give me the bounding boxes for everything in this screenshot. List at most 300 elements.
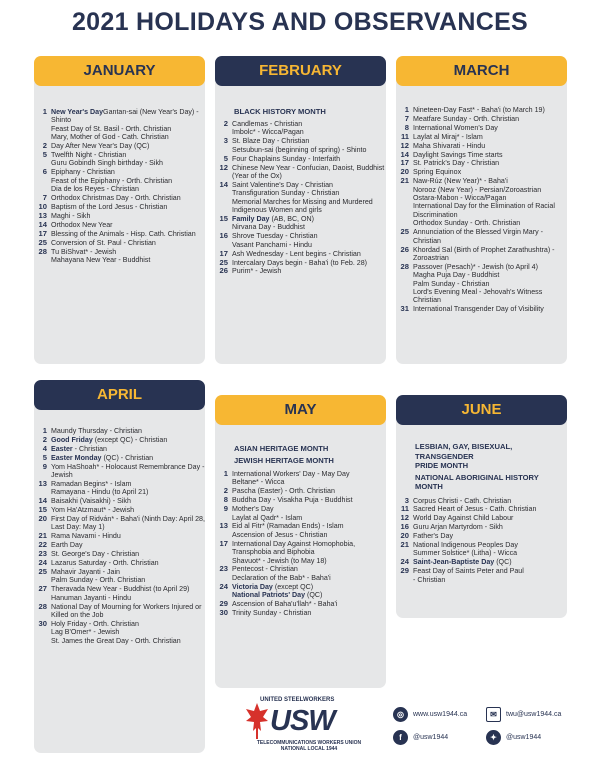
entry-day: 1 [223, 469, 228, 478]
calendar-entry [396, 532, 567, 540]
entry-text [232, 496, 386, 504]
calendar-entry [215, 565, 386, 582]
entry-text [413, 159, 567, 167]
entry-day: 14 [38, 496, 47, 506]
entry-text [51, 463, 205, 480]
entry-day: 21 [38, 531, 47, 541]
calendar-entry [396, 305, 567, 313]
calendar-entry [34, 497, 205, 505]
entry-title: Easter [51, 444, 73, 453]
entry-day: 12 [219, 162, 228, 172]
entry-text [51, 221, 205, 229]
entry-day: 5 [223, 153, 228, 163]
mail-icon: ✉ [486, 707, 501, 722]
tab-february: FEBRUARY [215, 56, 386, 86]
entry-day: 2 [223, 119, 228, 128]
calendar-entry [396, 168, 567, 176]
entry-text [413, 558, 567, 566]
entry-text [232, 137, 386, 154]
entry-text [51, 445, 205, 453]
entry-text [413, 124, 567, 132]
calendar-entry [34, 248, 205, 265]
calendar-entry [34, 427, 205, 435]
entry-day: 11 [400, 504, 409, 514]
entry-title: Saint-Jean-Baptiste Day [413, 558, 495, 567]
entry-text [51, 230, 205, 238]
calendar-entry [396, 124, 567, 132]
entry-day: 30 [38, 618, 47, 628]
entry-text [51, 168, 205, 193]
entry-title: Family Day [232, 214, 270, 223]
entry-text [232, 120, 386, 137]
entry-title: Pascha (Easter) - Orth. Christian [232, 487, 335, 496]
entry-title: International Day Against Homophobia, Transphobia and Biphobia Shavuot* - Jewish (to May 18) [232, 539, 356, 565]
entry-title: Lazarus Saturday - Orth. Christian [51, 559, 159, 568]
calendar-entry [34, 212, 205, 220]
calendar-entry [215, 164, 386, 181]
calendar-entry [396, 106, 567, 114]
entry-title: Daylight Savings Time starts [413, 150, 503, 159]
maple-leaf-icon [246, 703, 268, 739]
entry-title: Purim* - Jewish [232, 267, 282, 276]
entry-title: St. Patrick's Day - Christian [413, 159, 500, 168]
calendar-entry [215, 540, 386, 565]
entry-day: 6 [42, 167, 47, 177]
entry-title: Yom Ha'Atzmaut* - Jewish [51, 506, 135, 515]
entry-title: St. George's Day - Christian [51, 550, 140, 559]
entry-day: 28 [400, 261, 409, 271]
calendar-entry [396, 497, 567, 505]
entry-title: Twelfth Night - Christian Guru Gobindh Singh birthday - Sikh [51, 151, 163, 168]
entry-day: 15 [38, 505, 47, 515]
entry-day: 8 [223, 495, 228, 505]
entry-title: Rama Navami - Hindu [51, 532, 121, 541]
entry-text [232, 259, 386, 267]
entry-text [51, 506, 205, 514]
globe-icon: ◎ [393, 707, 408, 722]
entry-title: Easter Monday [51, 453, 102, 462]
calendar-entry [215, 155, 386, 163]
calendar-entry [396, 558, 567, 566]
entry-detail: (QC) - Christian [101, 453, 154, 462]
calendar-entry [215, 496, 386, 504]
entry-day: 21 [400, 540, 409, 550]
entry-title: International Transgender Day of Visibility [413, 305, 544, 314]
entry-title: Good Friday [51, 435, 93, 444]
entry-title: Laylat al Miraj* - Islam [413, 132, 483, 141]
calendar-entry [34, 559, 205, 567]
entry-title: First Day of Ridván* - Baha'i (Ninth Day: April 28, Last Day: May 1) [51, 515, 205, 532]
entry-day: 25 [38, 237, 47, 247]
calendar-entry [396, 523, 567, 531]
entry-title: Earth Day [51, 541, 83, 550]
entry-text [413, 106, 567, 114]
entry-day: 13 [38, 210, 47, 220]
entry-text [51, 532, 205, 540]
entry-text [232, 232, 386, 249]
entry-day: 11 [400, 131, 409, 141]
panel-april [34, 393, 205, 753]
entry-day: 14 [38, 219, 47, 229]
entry-text [51, 550, 205, 558]
twitter-icon: ✦ [486, 730, 501, 745]
entry-text [413, 567, 567, 584]
entry-text [51, 212, 205, 220]
entry-text [232, 250, 386, 258]
entry-day: 28 [38, 246, 47, 256]
entry-title: Spring Equinox [413, 168, 462, 177]
entry-day: 28 [38, 601, 47, 611]
entry-text [51, 515, 205, 532]
calendar-entry [396, 151, 567, 159]
entry-text [51, 559, 205, 567]
entry-title: Maundy Thursday - Christian [51, 427, 142, 435]
entry-title: International Workers' Day - May Day Beltane* - Wicca [232, 470, 350, 487]
entry-day: 4 [42, 443, 47, 453]
panel-may [215, 408, 386, 688]
panel-february [215, 70, 386, 364]
entry-day: 25 [400, 227, 409, 237]
entry-text [232, 215, 386, 232]
entry-detail: (AB, BC, ON) Nirvana Day - Buddhist [232, 214, 315, 232]
entry-title: Nineteen-Day Fast* - Baha'i (to March 19) [413, 106, 545, 114]
entry-text [232, 540, 386, 565]
entry-text [413, 514, 567, 522]
entry-title: Holy Friday - Orth. Christian Lag B'Omer* - Jewish St. James the Great Day - Orth. Christian [51, 619, 181, 645]
entry-day: 7 [42, 193, 47, 203]
entry-title: Naw-Rúz (New Year)* - Baha'i Norooz (New Year) - Persian/Zoroastrian Ostara-Mabon - Wicca/Pagan International Day for the Elimination of Racial Discrimination Orthodox Sunday - Orth. Christian [413, 177, 555, 228]
calendar-entry [34, 230, 205, 238]
entry-day: 17 [219, 248, 228, 258]
entry-title: Guru Arjan Martyrdom - Sikh [413, 523, 503, 532]
entry-day: 20 [400, 531, 409, 541]
entry-title: Maha Shivarati - Hindu [413, 141, 486, 150]
entry-day: 12 [400, 140, 409, 150]
entry-day: 24 [219, 581, 228, 591]
entry-extra-detail: (QC) [305, 591, 323, 600]
entry-title: Annunciation of the Blessed Virgin Mary - Christian [413, 228, 543, 245]
calendar-entry [34, 506, 205, 514]
entry-title: World Day Against Child Labour [413, 514, 514, 523]
calendar-entry [396, 177, 567, 227]
entry-text [51, 620, 205, 645]
logo-sub-text: TELECOMMUNICATIONS WORKERS UNION NATIONAL LOCAL 1944 [256, 740, 362, 752]
calendar-entry [34, 239, 205, 247]
entry-text [413, 263, 567, 305]
entry-title: Maghi - Sikh [51, 211, 91, 220]
calendar-entry [215, 583, 386, 600]
entry-text [413, 523, 567, 531]
calendar-entry [34, 603, 205, 620]
entry-text [232, 164, 386, 181]
entry-text [413, 305, 567, 313]
calendar-entry [34, 585, 205, 602]
entry-day: 1 [404, 105, 409, 114]
entry-text [51, 454, 205, 462]
entry-day: 21 [400, 176, 409, 186]
calendar-entry [396, 567, 567, 584]
calendar-entry [215, 470, 386, 487]
entry-day: 26 [400, 244, 409, 254]
entry-day: 29 [219, 599, 228, 609]
calendar-entry [396, 115, 567, 123]
month-observance-header: JEWISH HERITAGE MONTH [234, 455, 334, 465]
entry-day: 25 [38, 567, 47, 576]
calendar-entry [34, 142, 205, 150]
entry-title: Yom HaShoah* - Holocaust Remembrance Day - Jewish [51, 462, 205, 480]
calendar-entry [215, 259, 386, 267]
entry-title: Mahavir Jayanti - Jain Palm Sunday - Orth. Christian [51, 568, 146, 585]
calendar-entry [34, 221, 205, 229]
entry-title: Ramadan Begins* - Islam Ramayana - Hindu (to April 21) [51, 479, 149, 497]
entry-detail: Gantan-sai (New Year's Day) - Shinto Feast Day of St. Basil - Orth. Christian Mary, Mother of God - Cath. Christian [51, 108, 199, 142]
calendar-entry [396, 505, 567, 513]
entry-day: 25 [219, 257, 228, 267]
entry-text [232, 155, 386, 163]
calendar-entry [396, 541, 567, 558]
entry-day: 14 [219, 179, 228, 189]
calendar-entry [34, 568, 205, 585]
calendar-entry [34, 151, 205, 168]
entry-detail: (QC) [494, 558, 512, 567]
entry-text [232, 583, 386, 600]
tab-january: JANUARY [34, 56, 205, 86]
calendar-entry [215, 267, 386, 275]
calendar-entry [34, 620, 205, 645]
entry-text [232, 487, 386, 495]
entry-day: 3 [404, 495, 409, 505]
month-observance-header: BLACK HISTORY MONTH [234, 107, 326, 116]
entry-text [51, 480, 205, 497]
entry-text [51, 239, 205, 247]
entry-title: National Indigenous Peoples Day Summer Solstice* (Litha) - Wicca [413, 541, 518, 558]
calendar-entry [34, 541, 205, 549]
entry-day: 5 [42, 150, 47, 160]
calendar-entry [34, 454, 205, 462]
entry-text [413, 505, 567, 513]
entry-day: 2 [223, 486, 228, 496]
entry-title: Tu BiShvat* - Jewish Mahayana New Year - Buddhist [51, 247, 151, 264]
calendar-entry [396, 263, 567, 305]
entry-text [232, 470, 386, 487]
entry-text [413, 246, 567, 263]
entry-text [232, 267, 386, 275]
entry-title: Ascension of Baha'u'llah* - Baha'i [232, 600, 338, 609]
entry-day: 8 [404, 122, 409, 132]
entry-title: Conversion of St. Paul - Christian [51, 238, 156, 247]
facebook-icon: f [393, 730, 408, 745]
entry-text [51, 142, 205, 150]
entry-day: 9 [223, 504, 228, 514]
calendar-entry [215, 609, 386, 617]
entry-day: 31 [400, 304, 409, 314]
entry-title: Theravada New Year - Buddhist (to April 29) Hanuman Jayanti - Hindu [51, 585, 190, 602]
entry-day: 24 [38, 558, 47, 568]
calendar-entry [215, 522, 386, 539]
entry-day: 12 [400, 513, 409, 523]
entry-title: Corpus Christi - Cath. Christian [413, 496, 512, 505]
entry-day: 22 [38, 540, 47, 550]
entry-text [232, 565, 386, 582]
entry-text [232, 181, 386, 215]
entry-text [232, 609, 386, 617]
entry-title: Baptism of the Lord Jesus - Christian [51, 202, 168, 211]
twitter-link[interactable]: ✦ @usw1944 [486, 730, 541, 745]
entry-title: Saint Valentine's Day - Christian Transfiguration Sunday - Christian Memorial Marches for Missing and Murdered Indigenous Women and girls [232, 180, 373, 215]
entry-text [413, 133, 567, 141]
entry-text [51, 427, 205, 435]
entry-title: Father's Day [413, 532, 453, 541]
entry-day: 23 [38, 549, 47, 559]
entry-title: Meatfare Sunday - Orth. Christian [413, 114, 520, 123]
calendar-entry [215, 120, 386, 137]
entry-title: Orthodox Christmas Day - Orth. Christian [51, 194, 181, 203]
entry-day: 5 [42, 452, 47, 462]
calendar-entry [215, 600, 386, 608]
usw-logo [246, 697, 364, 759]
calendar-entry [396, 246, 567, 263]
entry-title: Orthodox New Year [51, 220, 113, 229]
calendar-entry [215, 215, 386, 232]
calendar-entry [215, 137, 386, 154]
entry-day: 14 [400, 149, 409, 159]
logo-word: USW [270, 705, 335, 737]
entry-text [413, 142, 567, 150]
entry-day: 16 [400, 522, 409, 532]
entry-text [413, 532, 567, 540]
entry-title: Trinity Sunday - Christian [232, 609, 312, 617]
website-link[interactable]: ◎ www.usw1944.ca [393, 707, 467, 722]
entry-text [413, 177, 567, 227]
entry-text [51, 497, 205, 505]
entry-title: Victoria Day [232, 582, 273, 591]
entry-text [413, 151, 567, 159]
tab-may: MAY [215, 395, 386, 425]
calendar-entry [396, 133, 567, 141]
facebook-link[interactable]: f @usw1944 [393, 730, 448, 745]
entry-day: 23 [219, 564, 228, 574]
entry-title: International Women's Day [413, 123, 498, 132]
entry-text [232, 600, 386, 608]
entry-title: Blessing of the Animals - Hisp. Cath. Christian [51, 229, 196, 238]
entry-day: 27 [38, 584, 47, 594]
entry-day: 3 [223, 136, 228, 146]
entry-title: Four Chaplains Sunday - Interfaith [232, 154, 341, 163]
email-link[interactable]: ✉ twu@usw1944.ca [486, 707, 561, 722]
entry-title: Khordad Sal (Birth of Prophet Zarathushtra) - Zoroastrian [413, 245, 555, 262]
entry-text [413, 497, 567, 505]
panel-june [396, 408, 567, 618]
calendar-entry [396, 159, 567, 167]
month-observance-header: NATIONAL ABORIGINAL HISTORY MONTH [415, 472, 539, 491]
entry-title: Buddha Day - Visakha Puja - Buddhist [232, 496, 353, 505]
entry-text [51, 436, 205, 444]
entry-text [51, 585, 205, 602]
entry-day: 17 [38, 228, 47, 238]
entry-day: 20 [400, 167, 409, 177]
entry-day: 9 [42, 461, 47, 471]
calendar-entry [215, 232, 386, 249]
calendar-entry [396, 142, 567, 150]
entry-title: St. Blaze Day - Christian Setsubun-sai (beginning of spring) - Shinto [232, 137, 367, 154]
entry-text [51, 151, 205, 168]
calendar-entry [34, 532, 205, 540]
entry-day: 17 [400, 158, 409, 168]
entry-text [232, 505, 386, 522]
entry-extra: National Patriots' Day [232, 591, 306, 600]
tab-june: JUNE [396, 395, 567, 425]
entry-title: Shrove Tuesday - Christian Vasant Panchami - Hindu [232, 232, 318, 249]
entry-detail: (except QC) [272, 582, 314, 591]
entry-text [51, 194, 205, 202]
calendar-entry [34, 515, 205, 532]
entry-day: 16 [219, 231, 228, 241]
entry-title: Baisakhi (Vaisakhi) - Sikh [51, 497, 131, 506]
entry-text [51, 203, 205, 211]
entry-day: 24 [400, 557, 409, 567]
calendar-entry [34, 108, 205, 142]
tab-april: APRIL [34, 380, 205, 410]
entry-title: Eid al Fitr* (Ramadan Ends) - Islam Ascension of Jesus - Christian [232, 522, 344, 539]
entry-detail: (except QC) - Christian [92, 435, 168, 444]
panel-january [34, 70, 205, 364]
month-observance-header: ASIAN HERITAGE MONTH [234, 444, 329, 453]
entry-day: 1 [42, 426, 47, 435]
calendar-entry [215, 181, 386, 215]
entry-day: 15 [219, 213, 228, 223]
entry-day: 2 [42, 434, 47, 444]
entry-title: Feast Day of Saints Peter and Paul - Christian [413, 567, 524, 584]
entry-title: Candlemas - Christian Imbolc* - Wicca/Pagan [232, 120, 304, 137]
page-title: 2021 HOLIDAYS AND OBSERVANCES [71, 8, 529, 36]
entry-day: 13 [38, 478, 47, 488]
entry-text [413, 541, 567, 558]
entry-text [51, 603, 205, 620]
entry-title: Intercalary Days begin - Baha'i (to Feb. 28) [232, 258, 368, 267]
entry-text [51, 541, 205, 549]
entry-title: New Year's Day [51, 108, 104, 116]
calendar-entry [34, 550, 205, 558]
calendar-entry [215, 250, 386, 258]
panel-march [396, 70, 567, 364]
calendar-entry [34, 203, 205, 211]
calendar-entry [34, 436, 205, 444]
entry-title: Ash Wednesday - Lent begins - Christian [232, 249, 361, 258]
entry-day: 13 [219, 521, 228, 531]
calendar-entry [215, 505, 386, 522]
logo-top-text: UNITED STEELWORKERS [260, 697, 335, 703]
entry-title: Pentecost - Christian Declaration of the Bab* - Baha'i [232, 565, 331, 582]
entry-day: 30 [219, 608, 228, 617]
entry-title: Day After New Year's Day (QC) [51, 142, 150, 151]
entry-text [413, 168, 567, 176]
calendar-entry [34, 194, 205, 202]
entry-day: 10 [38, 201, 47, 211]
entry-title: Epiphany - Christian Feast of the Epiphany - Orth. Christian Dia de los Reyes - Christian [51, 168, 173, 194]
entry-title: Sacred Heart of Jesus - Cath. Christian [413, 505, 537, 514]
entry-title: Chinese New Year - Confucian, Daoist, Buddhist (Year of the Ox) [232, 163, 385, 180]
entry-title: Passover (Pesach)* - Jewish (to April 4) Magha Puja Day - Buddhist Palm Sunday - Christian Lord's Evening Meal - Jehovah's Witness Christian [413, 262, 543, 305]
entry-day: 2 [42, 141, 47, 151]
entry-day: 17 [219, 538, 228, 548]
entry-day: 7 [404, 113, 409, 123]
calendar-entry [34, 168, 205, 193]
entry-day: 29 [400, 566, 409, 576]
entry-text [51, 568, 205, 585]
entry-day: 20 [38, 514, 47, 524]
calendar-entry [396, 228, 567, 245]
month-observance-header: LESBIAN, GAY, BISEXUAL, TRANSGENDER PRIDE MONTH [415, 442, 513, 470]
